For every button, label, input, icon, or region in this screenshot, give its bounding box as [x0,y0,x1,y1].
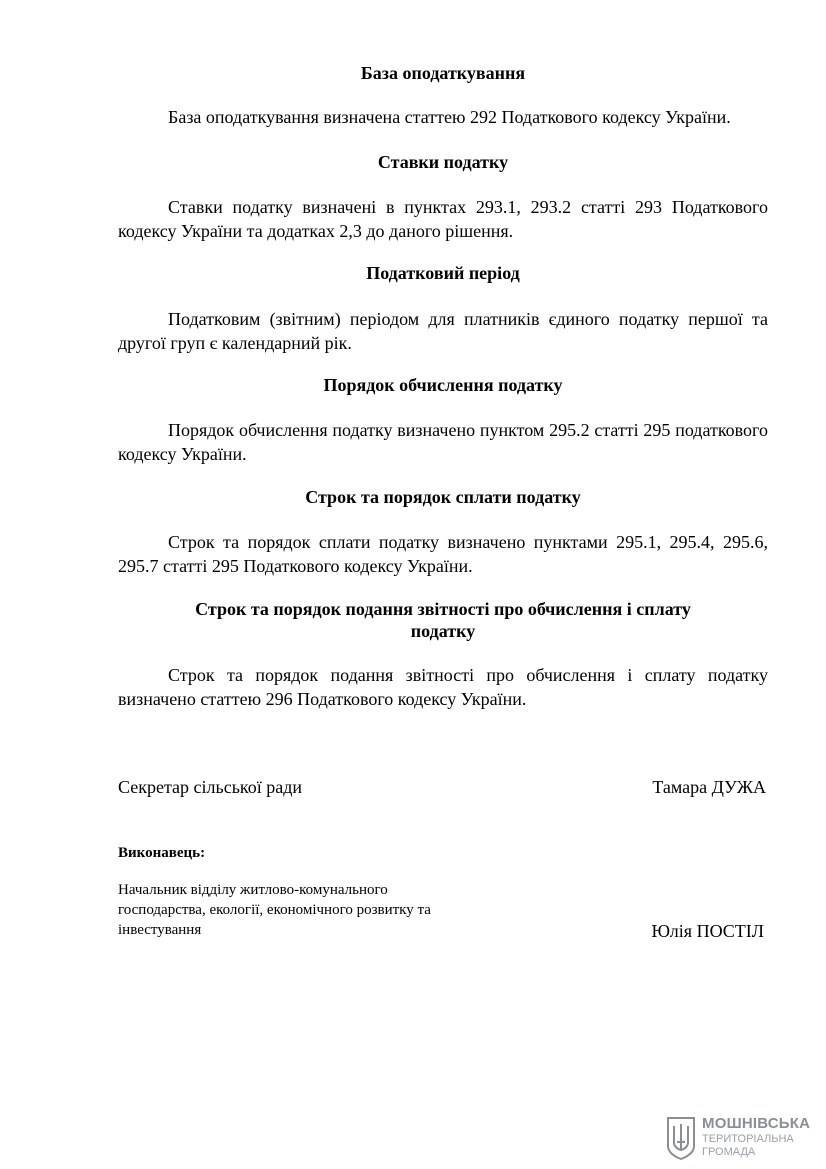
heading-payment-terms: Строк та порядок сплати податку [305,487,581,507]
paragraph-tax-base: База оподаткування визначена статтею 292 Податкового кодексу України. [168,107,731,127]
signature-name: Тамара ДУЖА [652,777,766,797]
executor-name: Юлія ПОСТІЛ [651,921,764,941]
heading-tax-period: Податковий період [366,263,520,283]
watermark-line2: ТЕРИТОРІАЛЬНА [702,1133,794,1145]
executor-block [118,880,768,940]
executor-position-line3: інвестування [118,922,202,938]
executor-position [118,880,498,940]
heading-tax-rates: Ставки податку [377,152,509,172]
trident-emblem-icon [666,1116,696,1160]
signature-position: Секретар сільської ради [118,777,303,797]
executor-label: Виконавець: [118,845,206,861]
heading-tax-base: База оподаткування [360,63,526,83]
heading-reporting-terms-line2: податку [410,621,476,641]
paragraph-reporting-terms: Строк та порядок подання звітності про обчислення і сплату податку визначено статтею 296 Податкового кодексу України. [118,665,768,709]
heading-reporting-terms [118,598,768,642]
community-watermark [666,1116,816,1162]
heading-reporting-terms-line1: Строк та порядок подання звітності про обчислення і сплату [195,599,691,619]
paragraph-tax-period: Податковим (звітним) періодом для платників єдиного податку першої та другої груп є календарний рік. [118,309,768,353]
executor-position-line2: господарства, екології, економічного розвитку та [118,902,431,918]
watermark-line1: МОШНІВСЬКА [702,1115,811,1132]
watermark-line3: ГРОМАДА [702,1146,756,1158]
paragraph-calculation-procedure: Порядок обчислення податку визначено пунктом 295.2 статті 295 податкового кодексу України. [118,420,768,464]
heading-calculation-procedure: Порядок обчислення податку [323,375,563,395]
paragraph-payment-terms: Строк та порядок сплати податку визначено пунктами 295.1, 295.4, 295.6, 295.7 статті 295 Податкового кодексу України. [118,532,768,576]
paragraph-tax-rates: Ставки податку визначені в пунктах 293.1, 293.2 статті 293 Податкового кодексу України та додатках 2,3 до даного рішення. [118,197,768,241]
executor-position-line1: Начальник відділу житлово-комунального [118,882,388,898]
